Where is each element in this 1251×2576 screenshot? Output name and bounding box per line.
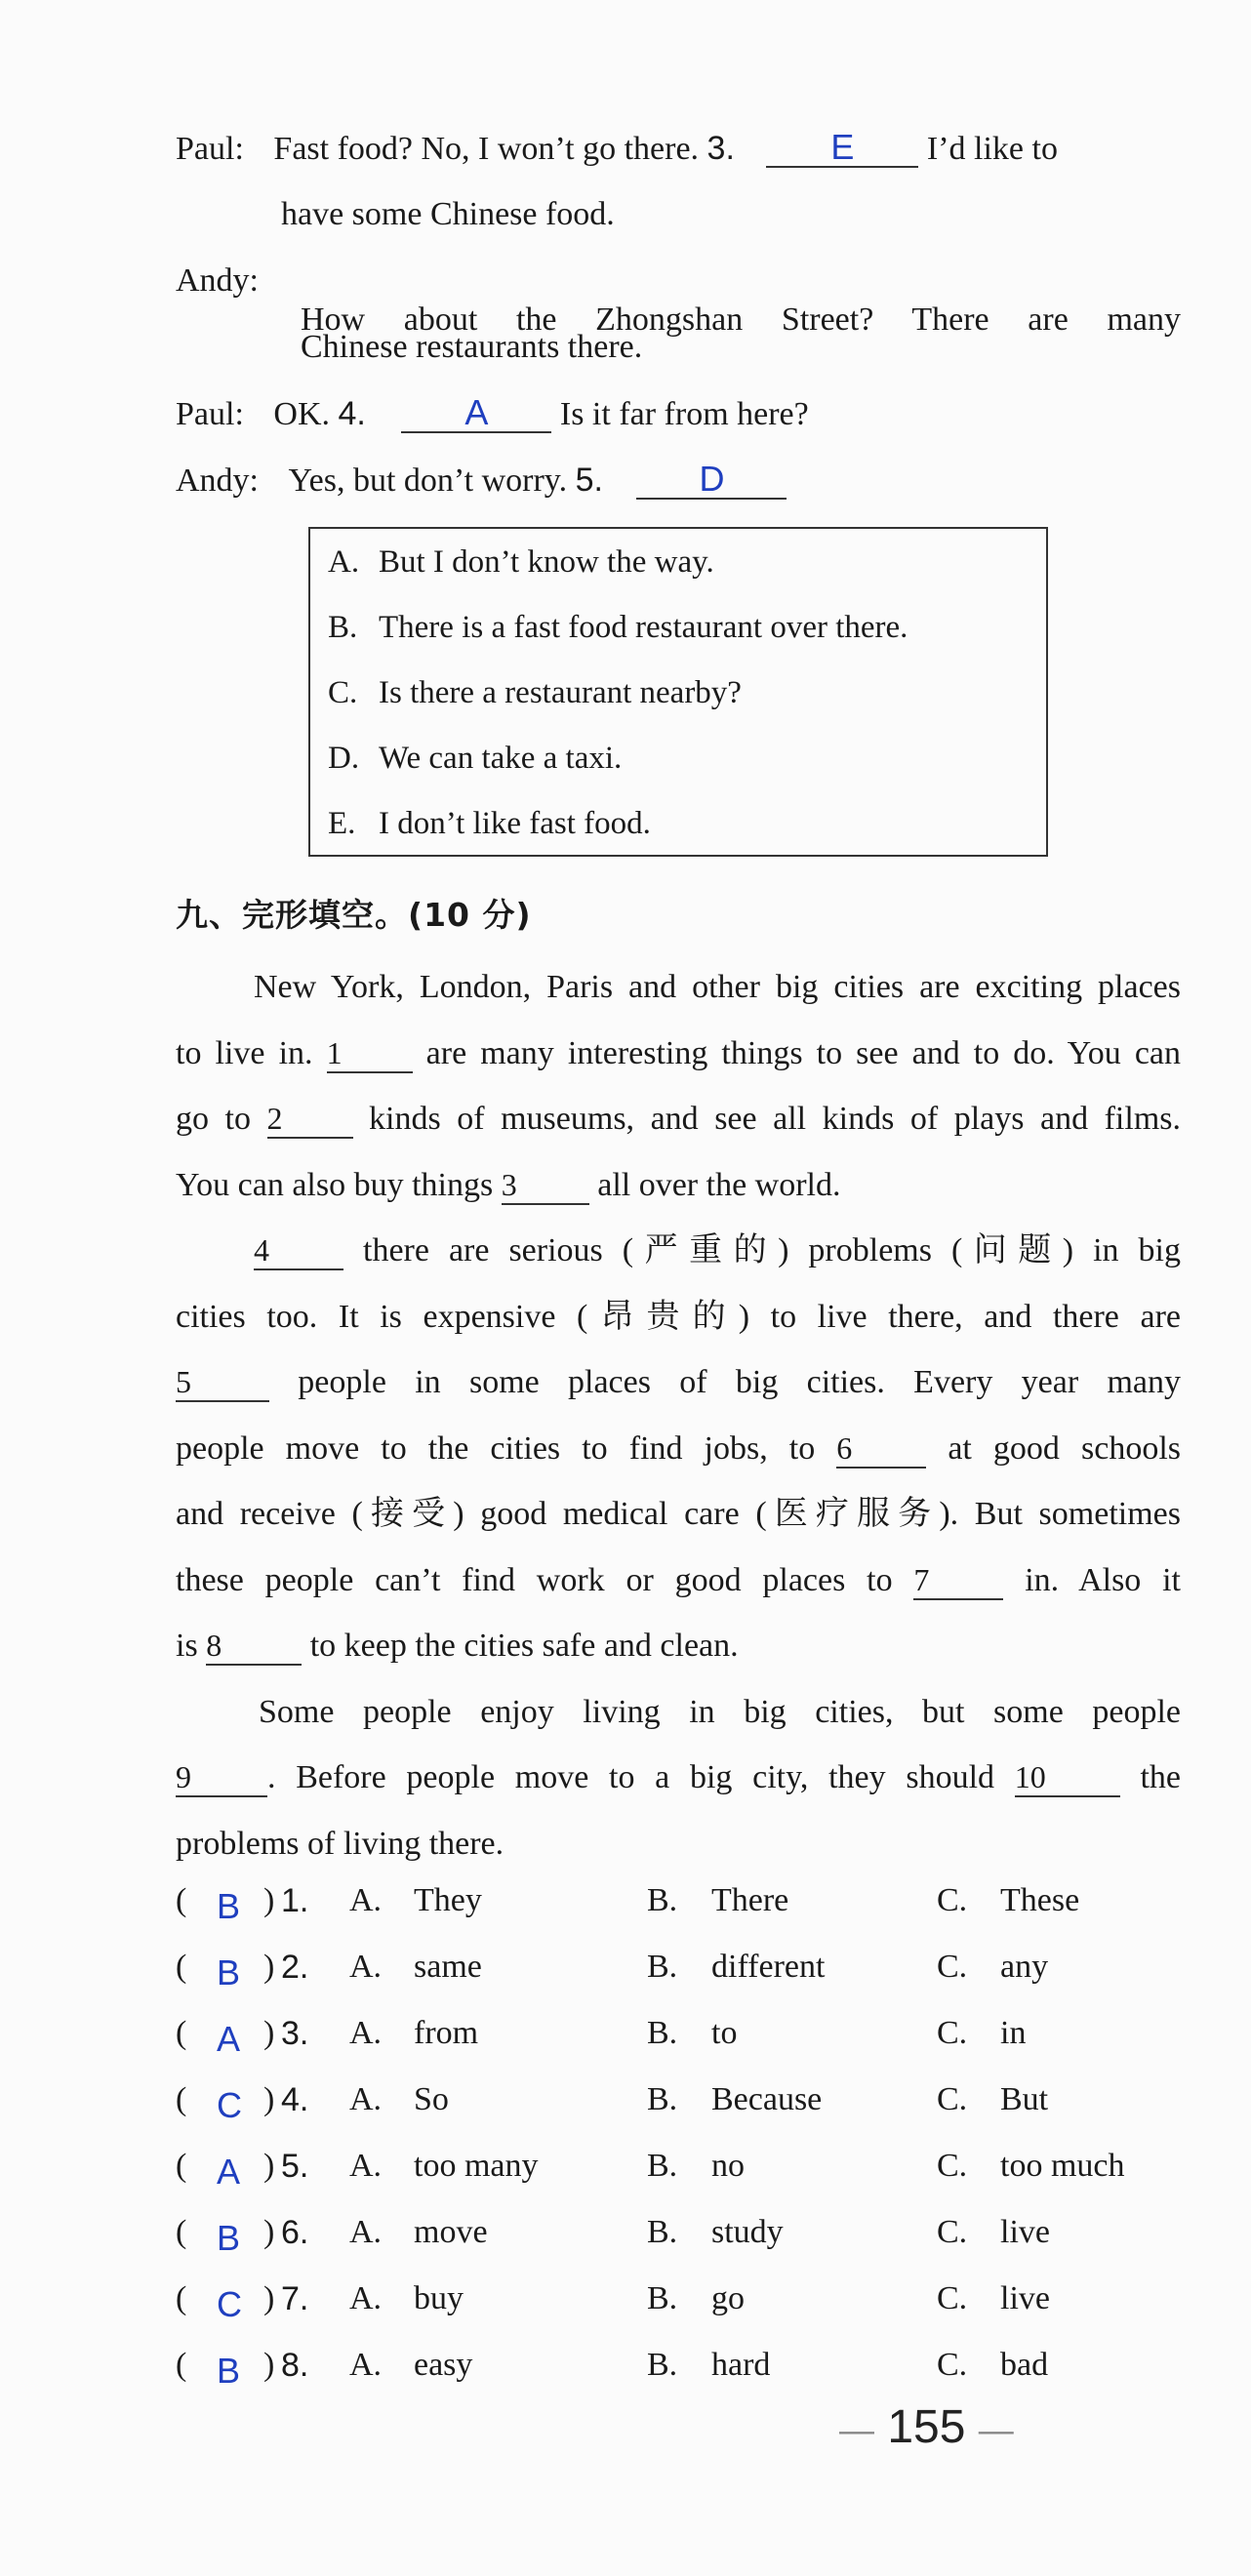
options-box <box>308 527 1048 857</box>
picked-answer: C <box>217 2284 242 2324</box>
picked-answer: B <box>217 1886 241 1926</box>
passage-line: to live in. 1 are many interesting things to see and to do. You can <box>176 1034 1181 1071</box>
cloze-blank: 2 <box>267 1100 353 1139</box>
answer-blank: E <box>766 129 918 168</box>
passage-line: cities too. It is expensive (昂贵的) to live there, and there are <box>176 1298 1181 1335</box>
cloze-blank: 3 <box>502 1166 589 1205</box>
question-number: 5. <box>575 462 603 499</box>
passage-line: 4 there are serious (严重的) problems (问题) in big <box>254 1232 1181 1268</box>
answer-blank: A <box>401 394 551 433</box>
page-number: — 155 — <box>839 2401 1014 2453</box>
speaker: Paul: <box>176 131 244 167</box>
speaker: Paul: <box>176 396 244 432</box>
choice-row: ( B ) 6. A. move B. study C. live <box>176 2203 1200 2262</box>
option-item: B. There is a fast food restaurant over there. <box>328 610 908 645</box>
passage-line: Some people enjoy living in big cities, but some people <box>259 1693 1181 1730</box>
picked-answer: B <box>217 1952 241 1992</box>
cloze-blank: 1 <box>327 1034 413 1073</box>
dialogue-text: Yes, but don’t worry. <box>288 463 576 499</box>
question-number: 3. <box>706 130 735 167</box>
passage-line: and receive (接受) good medical care (医疗服务). But sometimes <box>176 1496 1181 1532</box>
option-item: E. I don’t like fast food. <box>328 806 651 841</box>
choice-row: ( C ) 4. A. So B. Because C. But <box>176 2071 1200 2129</box>
speaker: Andy: <box>176 262 259 299</box>
passage-line: New York, London, Paris and other big cities are exciting places <box>254 969 1181 1005</box>
choice-row: ( B ) 8. A. easy B. hard C. bad <box>176 2336 1200 2395</box>
dialogue-text: Fast food? No, I won’t go there. <box>273 131 707 167</box>
option-item: A. But I don’t know the way. <box>328 544 714 580</box>
cloze-blank: 10 <box>1015 1758 1120 1797</box>
passage-line: 9 . Before people move to a big city, they should 10 the <box>176 1759 1181 1795</box>
cloze-blank: 4 <box>254 1231 343 1270</box>
picked-answer: C <box>217 2085 242 2125</box>
passage-line: problems of living there. <box>176 1825 504 1862</box>
option-item: C. Is there a restaurant nearby? <box>328 675 742 710</box>
picked-answer: A <box>217 2019 241 2059</box>
picked-answer: A <box>217 2152 241 2192</box>
dialogue-text: OK. <box>273 396 339 432</box>
choice-row: ( B ) 1. A. They B. There C. These <box>176 1872 1200 1930</box>
cloze-blank: 5 <box>176 1363 269 1402</box>
option-item: D. We can take a taxi. <box>328 741 623 776</box>
passage-line: these people can’t find work or good places to 7 in. Also it <box>176 1561 1182 1598</box>
dialogue-line-3 <box>176 394 809 434</box>
cloze-blank: 7 <box>913 1561 1003 1600</box>
dialogue-text: Is it far from here? <box>559 396 809 432</box>
dialogue-text: I’d like to <box>926 131 1058 167</box>
picked-answer: B <box>217 2351 241 2391</box>
choice-row: ( C ) 7. A. buy B. go C. live <box>176 2270 1200 2328</box>
dialogue-line-1 <box>176 129 1058 169</box>
cloze-passage <box>176 954 1181 1876</box>
question-number: 4. <box>338 395 366 432</box>
dialogue-continuation: Chinese restaurants there. <box>301 329 643 365</box>
passage-line: people move to the cities to find jobs, to 6 at good schools <box>176 1429 1181 1467</box>
cloze-blank: 9 <box>176 1758 267 1797</box>
dialogue-text: How about the Zhongshan Street? There are many <box>301 302 1181 338</box>
choice-row: ( A ) 3. A. from B. to C. in <box>176 2004 1200 2063</box>
passage-line: 5 people in some places of big cities. Every year many <box>176 1364 1181 1400</box>
choice-row: ( B ) 2. A. same B. different C. any <box>176 1938 1200 1996</box>
answer-blank: D <box>636 461 787 500</box>
dialogue-line-4 <box>176 461 787 501</box>
choice-row: ( A ) 5. A. too many B. no C. too much <box>176 2137 1200 2195</box>
cloze-blank: 8 <box>206 1627 302 1666</box>
cloze-blank: 6 <box>836 1429 926 1469</box>
passage-line: You can also buy things 3 all over the world. <box>176 1166 841 1203</box>
dialogue-line-2 <box>176 262 1181 338</box>
dialogue-continuation: have some Chinese food. <box>281 196 615 232</box>
picked-answer: B <box>217 2218 241 2258</box>
section-heading: 九、完形填空。(10 分) <box>176 896 532 934</box>
speaker: Andy: <box>176 463 259 499</box>
passage-line: go to 2 kinds of museums, and see all kinds of plays and films. <box>176 1101 1182 1137</box>
passage-line: is 8 to keep the cities safe and clean. <box>176 1628 739 1664</box>
